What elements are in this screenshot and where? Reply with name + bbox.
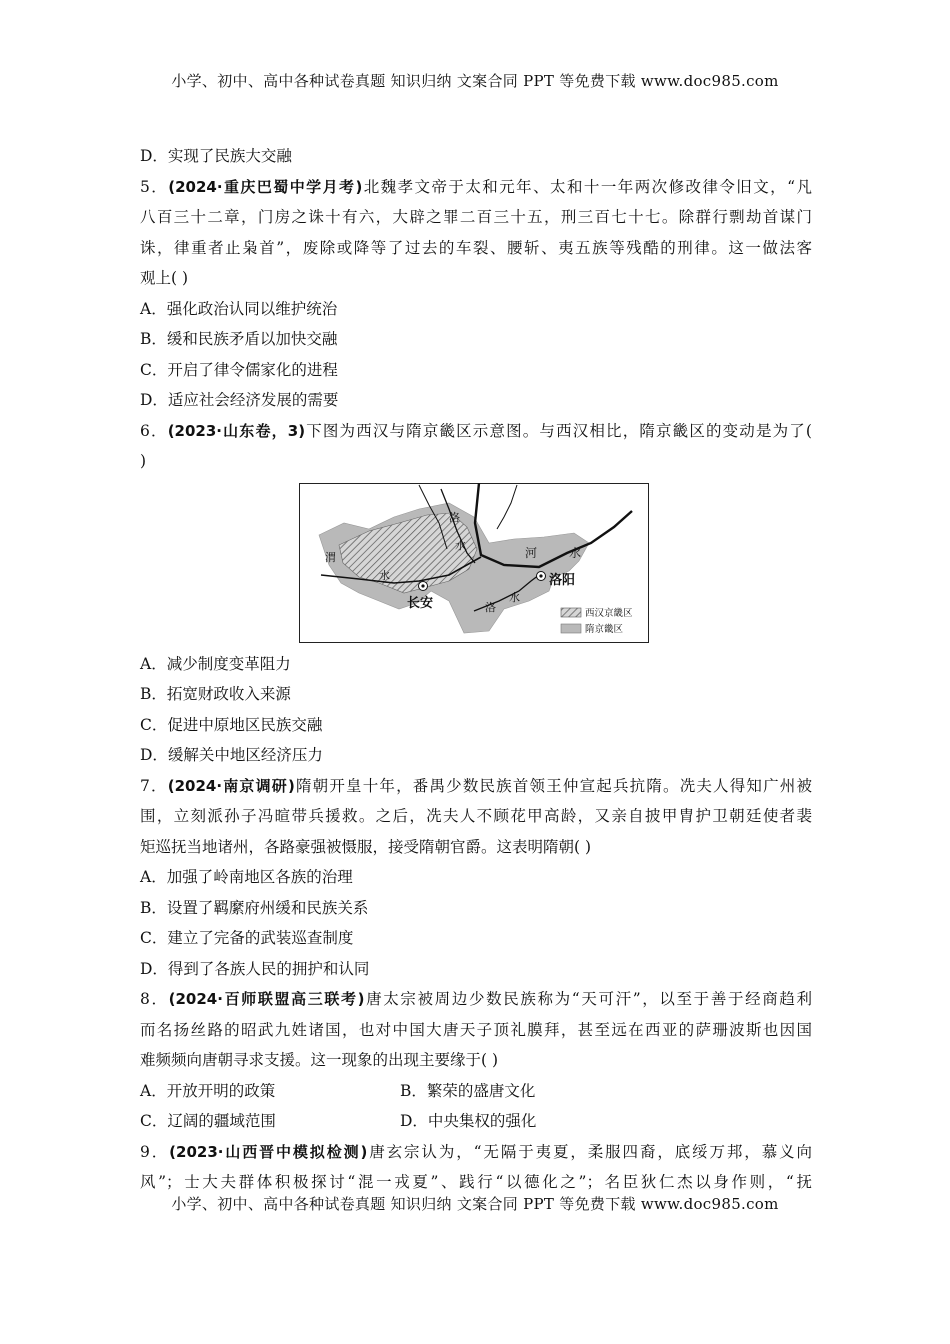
city-label-changan: 长安 xyxy=(407,595,434,611)
map-label-wei1: 渭 xyxy=(325,550,336,564)
q7-option-b: B．设置了羁縻府州缓和民族关系 xyxy=(140,898,369,917)
q6-option-c: C．促进中原地区民族交融 xyxy=(140,715,323,734)
q6-stem-line1 xyxy=(140,416,812,447)
q4-option-d: D．实现了民族大交融 xyxy=(140,147,292,165)
q8-stem-line3: 难频频向唐朝寻求支援。这一现象的出现主要缘于( ) xyxy=(140,1051,499,1069)
q6-text1: 下图为西汉与隋京畿区示意图。与西汉相比，隋京畿区的变动是为了( xyxy=(305,421,812,440)
q8-stem-line1 xyxy=(140,984,812,1015)
q9-number: 9． xyxy=(140,1142,170,1161)
q5-option-c: C．开启了律令儒家化的进程 xyxy=(140,360,338,379)
q9-stem-line1 xyxy=(140,1137,812,1168)
q8-options-row1 xyxy=(140,1076,812,1107)
q7-option-d: D．得到了各族人民的拥护和认同 xyxy=(140,959,370,978)
legend-sui: 隋京畿区 xyxy=(585,623,624,635)
q7-source: (2024·南京调研) xyxy=(167,776,295,795)
q5-option-a: A．强化政治认同以维护统治 xyxy=(140,299,338,318)
page-header: 小学、初中、高中各种试卷真题 知识归纳 文案合同 PPT 等免费下载 www.doc985.com xyxy=(171,72,779,90)
city-label-luoyang: 洛阳 xyxy=(549,572,576,588)
q6-number: 6． xyxy=(140,421,168,440)
q7-option-a: A．加强了岭南地区各族的治理 xyxy=(140,868,353,886)
page-footer: 小学、初中、高中各种试卷真题 知识归纳 文案合同 PPT 等免费下载 www.doc985.com xyxy=(171,1195,779,1213)
q9-stem-line2: 风”；士大夫群体积极探讨“混一戎夏”、践行“以德化之”；名臣狄仁杰以身作则，“抚 xyxy=(140,1173,812,1191)
map-label-luo1: 洛 xyxy=(449,510,460,524)
map-label-shui: 水 xyxy=(569,545,582,560)
q8-option-b: B．繁荣的盛唐文化 xyxy=(400,1081,536,1100)
map-label-he: 河 xyxy=(525,545,538,560)
q6-stem-line2: ) xyxy=(140,452,147,470)
map-label-luo2: 水 xyxy=(455,538,466,552)
q5-text1: 北魏孝文帝于太和元年、太和十一年两次修改律令旧文，“凡 xyxy=(362,177,812,196)
q8-option-a: A．开放开明的政策 xyxy=(140,1081,276,1100)
q8-stem-line2: 而名扬丝路的昭武九姓诸国，也对中国大唐天子顶礼膜拜，甚至远在西亚的萨珊波斯也因国 xyxy=(140,1020,812,1039)
capital-region-map xyxy=(299,483,649,643)
q5-number: 5． xyxy=(140,177,169,196)
q5-stem-line1 xyxy=(140,172,812,203)
q9-source: (2023·山西晋中模拟检测) xyxy=(169,1142,368,1161)
q7-stem-line1 xyxy=(140,771,812,802)
map-label-luo3: 洛 xyxy=(485,600,496,614)
capital-region-map-svg xyxy=(299,483,649,643)
q5-stem-line2: 八百三十二章，门房之诛十有六，大辟之罪二百三十五，刑三百七十七。除群行剽劫首谋门 xyxy=(140,208,812,226)
q7-number: 7． xyxy=(140,776,168,795)
legend-xihan: 西汉京畿区 xyxy=(585,607,633,619)
q7-stem-line3: 矩巡抚当地诸州，各路豪强被慑服，接受隋朝官爵。这表明隋朝( ) xyxy=(140,837,592,856)
q7-option-c: C．建立了完备的武装巡查制度 xyxy=(140,929,354,947)
q5-stem-line4: 观上( ) xyxy=(140,269,189,287)
q8-option-d: D．中央集权的强化 xyxy=(400,1112,537,1130)
q8-text1: 唐太宗被周边少数民族称为“天可汗”，以至于善于经商趋利 xyxy=(364,990,812,1008)
question-content xyxy=(140,141,812,1198)
q8-source: (2024·百师联盟高三联考) xyxy=(168,990,365,1008)
map-label-shui3: 水 xyxy=(509,590,520,604)
q6-option-b: B．拓宽财政收入来源 xyxy=(140,685,291,703)
q8-option-c: C．辽阔的疆域范围 xyxy=(140,1112,276,1130)
q7-text1: 隋朝开皇十年，番禺少数民族首领王仲宣起兵抗隋。冼夫人得知广州被 xyxy=(294,776,812,795)
q6-option-d: D．缓解关中地区经济压力 xyxy=(140,746,323,764)
q5-source: (2024·重庆巴蜀中学月考) xyxy=(168,177,363,196)
q9-text1: 唐玄宗认为，“无隔于夷夏，柔服四裔，底绥万邦，慕义向 xyxy=(367,1142,812,1161)
map-label-wei2: 水 xyxy=(379,568,390,582)
q5-option-b: B．缓和民族矛盾以加快交融 xyxy=(140,330,338,348)
q6-source: (2023·山东卷，3) xyxy=(167,421,306,440)
q7-stem-line2: 围，立刻派孙子冯暄带兵援救。之后，冼夫人不顾花甲高龄，又亲自披甲胄护卫朝廷使者裴 xyxy=(140,807,812,825)
q5-option-d: D．适应社会经济发展的需要 xyxy=(140,391,339,409)
q5-stem-line3: 诛，律重者止枭首”，废除或降等了过去的车裂、腰斩、夷五族等残酷的刑律。这一做法客 xyxy=(140,238,812,257)
q8-number: 8． xyxy=(140,990,169,1008)
q8-options-row2 xyxy=(140,1106,812,1137)
q6-option-a: A．减少制度变革阻力 xyxy=(140,654,291,673)
